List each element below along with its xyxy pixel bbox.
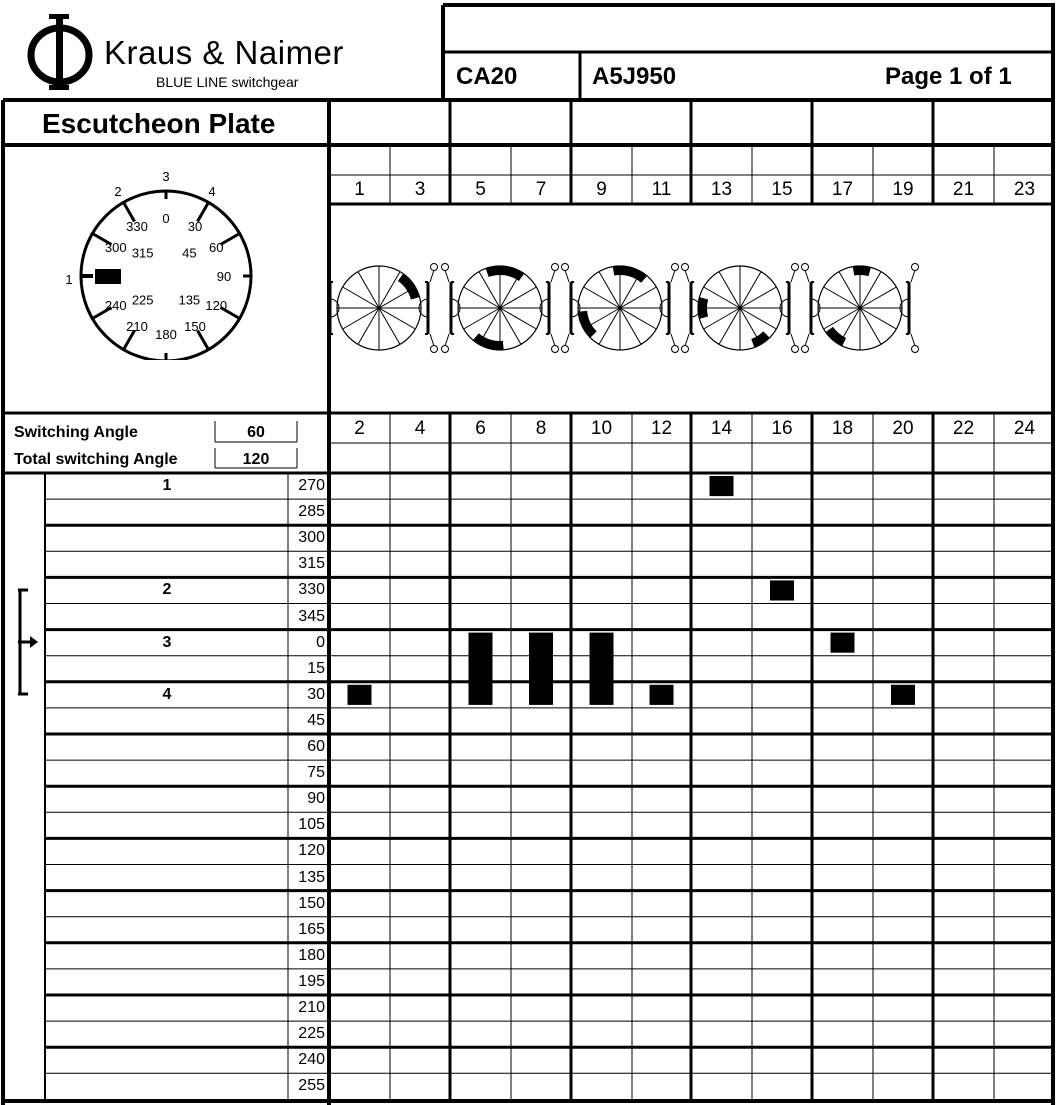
contact-diagram-2: [442, 264, 559, 353]
terminal-top-3: 3: [414, 179, 426, 200]
terminal-top-5: 5: [475, 179, 486, 200]
terminal-top-23: 23: [1013, 179, 1036, 200]
terminal-bottom-10: 10: [590, 418, 613, 439]
terminal-top-19: 19: [892, 179, 914, 200]
dial-label-240: 240: [104, 298, 127, 313]
closed-contact-7-0: [529, 633, 553, 705]
dial-label-0: 0: [162, 211, 170, 226]
closed-contact-1-30: [348, 685, 372, 705]
terminal-top-13: 13: [710, 179, 733, 200]
total-angle-label: Total switching Angle: [14, 451, 178, 468]
dial-label-90: 90: [216, 269, 232, 284]
brand-name: Kraus & Naimer: [104, 34, 344, 71]
angle-cell-225: 225: [298, 1025, 325, 1043]
terminal-bottom-20: 20: [892, 418, 914, 439]
angle-cell-165: 165: [298, 920, 325, 938]
dial-label-300: 300: [104, 240, 127, 255]
angle-cell-60: 60: [307, 738, 325, 755]
contact-diagram-1: [329, 264, 438, 353]
contact-diagram-4: [682, 264, 799, 353]
dial-label-330: 330: [126, 218, 148, 234]
angle-cell-90: 90: [307, 790, 325, 808]
terminal-bottom-14: 14: [710, 418, 733, 439]
closed-contact-11-30: [650, 685, 674, 705]
angle-cell-105: 105: [298, 816, 325, 834]
dial-label-60: 60: [208, 240, 224, 255]
dial-label-225: 225: [131, 292, 154, 308]
angle-cell-345: 345: [298, 607, 325, 625]
angle-cell-15: 15: [307, 659, 325, 677]
dial-label-315: 315: [131, 245, 154, 261]
escutcheon-dial: [55, 160, 285, 360]
closed-contact-9-0: [590, 633, 614, 705]
dial-label-120: 120: [205, 298, 228, 313]
closed-contact-15-330: [770, 580, 794, 600]
switching-angle-label: Switching Angle: [14, 424, 138, 441]
position-label-4: 4: [162, 685, 172, 703]
dial-label-210: 210: [126, 319, 148, 335]
angle-cell-180: 180: [298, 946, 325, 964]
terminal-top-11: 11: [651, 179, 672, 200]
dial-label-30: 30: [187, 218, 203, 234]
closed-contact-13-270: [710, 476, 734, 496]
terminal-bottom-8: 8: [535, 418, 547, 439]
terminal-top-17: 17: [831, 179, 854, 200]
switching-angle-value: 60: [247, 424, 265, 441]
position-label-3: 3: [162, 633, 172, 651]
dial-label-135: 135: [178, 292, 201, 308]
terminal-bottom-22: 22: [952, 418, 975, 439]
terminal-top-7: 7: [535, 179, 547, 200]
angle-cell-45: 45: [307, 711, 325, 729]
dial-position-1: 1: [65, 272, 73, 287]
dial-label-180: 180: [155, 327, 177, 342]
escutcheon-title: Escutcheon Plate: [42, 108, 276, 139]
terminal-bottom-6: 6: [475, 418, 486, 439]
angle-cell-300: 300: [298, 529, 325, 547]
terminal-top-15: 15: [771, 179, 793, 200]
position-label-2: 2: [162, 581, 172, 599]
angle-cell-240: 240: [298, 1051, 325, 1069]
contact-diagram-3: [562, 264, 679, 353]
dial-position-3: 3: [162, 169, 170, 184]
angle-cell-210: 210: [298, 999, 325, 1016]
angle-cell-30: 30: [307, 685, 325, 703]
terminal-bottom-24: 24: [1013, 418, 1036, 439]
terminal-top-1: 1: [354, 179, 365, 200]
angle-cell-285: 285: [298, 503, 325, 521]
closed-contact-17-0: [831, 633, 855, 653]
angle-cell-135: 135: [298, 868, 325, 886]
angle-cell-120: 120: [298, 842, 325, 860]
angle-cell-330: 330: [298, 581, 325, 599]
angle-cell-195: 195: [298, 972, 325, 990]
dial-label-45: 45: [182, 245, 197, 261]
dial-position-4: 4: [208, 184, 216, 199]
dial-position-2: 2: [114, 184, 122, 199]
terminal-bottom-16: 16: [771, 418, 793, 439]
contact-diagram-5: [802, 264, 919, 353]
angle-cell-150: 150: [298, 894, 325, 912]
angle-cell-75: 75: [307, 764, 325, 782]
terminal-bottom-2: 2: [354, 418, 365, 439]
position-label-1: 1: [162, 477, 172, 494]
total-angle-value: 120: [242, 451, 270, 468]
closed-contact-19-30: [891, 685, 915, 705]
angle-cell-255: 255: [298, 1077, 325, 1095]
brand-tagline: BLUE LINE switchgear: [156, 74, 299, 90]
terminal-top-9: 9: [596, 179, 607, 200]
model-code: CA20: [456, 63, 518, 90]
terminal-bottom-18: 18: [831, 418, 854, 439]
angle-cell-0: 0: [316, 633, 325, 651]
closed-contact-5-0: [469, 633, 493, 705]
angle-cell-270: 270: [298, 477, 325, 494]
terminal-bottom-4: 4: [414, 418, 426, 439]
part-number: A5J950: [592, 63, 677, 90]
terminal-top-21: 21: [952, 179, 975, 200]
angle-cell-315: 315: [298, 555, 325, 573]
page-indicator: Page 1 of 1: [885, 63, 1012, 90]
contact-diagrams: [329, 204, 1055, 413]
terminal-bottom-12: 12: [650, 418, 673, 439]
arrow-right-icon: [30, 636, 38, 648]
dial-label-150: 150: [184, 319, 206, 335]
